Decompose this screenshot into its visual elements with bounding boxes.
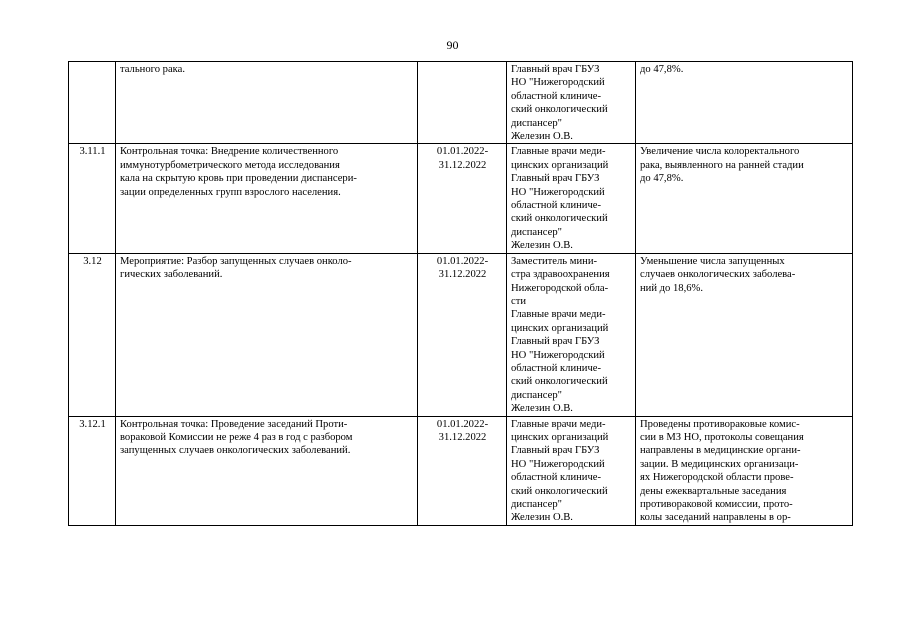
cell-event-line: Контрольная точка: Проведение заседаний Проти- bbox=[120, 418, 348, 430]
cell-event-line: иммунотурбометрического метода исследования bbox=[120, 159, 340, 171]
cell-responsible-line: Железин О.В. bbox=[511, 512, 573, 524]
cell-responsible bbox=[507, 253, 636, 416]
cell-responsible-line: ский онкологический bbox=[511, 485, 608, 497]
cell-responsible-line: диспансер" bbox=[511, 499, 562, 510]
cell-dates-line: 31.12.2022 bbox=[438, 431, 487, 443]
cell-result bbox=[636, 416, 853, 525]
cell-responsible-line: ский онкологический bbox=[511, 104, 608, 116]
cell-responsible-line: диспансер" bbox=[511, 389, 562, 401]
plan-table-body bbox=[69, 62, 853, 526]
cell-number bbox=[69, 62, 116, 144]
cell-responsible bbox=[507, 144, 636, 253]
cell-dates-line: 01.01.2022- bbox=[436, 146, 489, 158]
cell-responsible-line: ский онкологический bbox=[511, 376, 608, 388]
plan-table bbox=[68, 61, 853, 526]
cell-number bbox=[69, 253, 116, 416]
cell-responsible-line: Главный врач ГБУЗ bbox=[511, 336, 600, 348]
cell-responsible-line: областной клиниче- bbox=[511, 472, 602, 484]
cell-dates-line: 31.12.2022 bbox=[438, 269, 487, 281]
page-number: 90 bbox=[446, 38, 459, 52]
cell-result-line: Проведены противораковые комис- bbox=[640, 418, 800, 430]
cell-number-text: 3.12.1 bbox=[79, 418, 106, 430]
cell-event-line: зации определенных групп взрослого населения. bbox=[120, 186, 341, 198]
cell-responsible-line: областной клиниче- bbox=[511, 200, 602, 212]
cell-dates-line: 01.01.2022- bbox=[436, 418, 489, 430]
cell-responsible-line: Заместитель мини- bbox=[511, 255, 598, 267]
cell-result-line: до 47,8%. bbox=[640, 173, 684, 185]
cell-responsible-line: НО "Нижегородский bbox=[511, 458, 605, 470]
cell-event-line: тального рака. bbox=[120, 64, 186, 75]
cell-result-line: зации. В медицинских организаци- bbox=[640, 458, 799, 470]
table-row bbox=[69, 253, 853, 416]
cell-number-text: 3.11.1 bbox=[79, 146, 106, 158]
cell-responsible-line: Главные врачи меди- bbox=[511, 309, 606, 321]
cell-number bbox=[69, 416, 116, 525]
cell-responsible bbox=[507, 416, 636, 525]
cell-responsible-line: диспансер" bbox=[511, 117, 562, 129]
cell-result-line: ях Нижегородской области прове- bbox=[640, 472, 794, 484]
cell-responsible-line: Железин О.В. bbox=[511, 403, 573, 415]
cell-responsible-line: сти bbox=[511, 295, 527, 307]
cell-event bbox=[116, 144, 418, 253]
table-row bbox=[69, 62, 853, 144]
cell-responsible-line: Главный врач ГБУЗ bbox=[511, 64, 600, 75]
cell-number-text: 3.12 bbox=[83, 255, 102, 267]
table-row bbox=[69, 144, 853, 253]
cell-responsible-line: цинских организаций bbox=[511, 159, 609, 171]
cell-event bbox=[116, 62, 418, 144]
cell-responsible-line: диспансер" bbox=[511, 226, 562, 238]
cell-result bbox=[636, 253, 853, 416]
cell-event-line: кала на скрытую кровь при проведении диспансери- bbox=[120, 173, 357, 185]
cell-result-line: колы заседаний направлены в ор- bbox=[640, 512, 791, 524]
cell-responsible-line: Главный врач ГБУЗ bbox=[511, 445, 600, 457]
cell-event-line: запущенных случаев онкологических заболеваний. bbox=[120, 445, 351, 457]
cell-result-line: Увеличение числа колоректального bbox=[640, 146, 800, 158]
cell-dates bbox=[418, 416, 507, 525]
cell-responsible-line: цинских организаций bbox=[511, 322, 609, 334]
cell-result-line: рака, выявленного на ранней стадии bbox=[640, 159, 804, 171]
cell-event-line: вораковой Комиссии не реже 4 раз в год с разбором bbox=[120, 431, 353, 443]
cell-responsible-line: Железин О.В. bbox=[511, 240, 573, 252]
cell-dates bbox=[418, 253, 507, 416]
cell-responsible-line: НО "Нижегородский bbox=[511, 349, 605, 361]
cell-event bbox=[116, 416, 418, 525]
cell-responsible-line: НО "Нижегородский bbox=[511, 186, 605, 198]
cell-dates bbox=[418, 144, 507, 253]
cell-dates bbox=[418, 62, 507, 144]
cell-responsible-line: Главный врач ГБУЗ bbox=[511, 173, 600, 185]
cell-responsible-line: областной клиниче- bbox=[511, 362, 602, 374]
cell-result-line: ний до 18,6%. bbox=[640, 282, 704, 294]
cell-result-line: противораковой комиссии, прото- bbox=[640, 499, 793, 510]
cell-result-line: сии в МЗ НО, протоколы совещания bbox=[640, 431, 804, 443]
cell-responsible-line: ский онкологический bbox=[511, 213, 608, 225]
cell-responsible-line: областной клиниче- bbox=[511, 90, 602, 102]
cell-result-line: до 47,8%. bbox=[640, 64, 684, 75]
cell-event bbox=[116, 253, 418, 416]
cell-responsible bbox=[507, 62, 636, 144]
cell-number bbox=[69, 144, 116, 253]
cell-responsible-line: НО "Нижегородский bbox=[511, 77, 605, 89]
cell-responsible-line: цинских организаций bbox=[511, 431, 609, 443]
cell-dates-line: 31.12.2022 bbox=[438, 159, 487, 171]
cell-result bbox=[636, 62, 853, 144]
cell-result-line: направлены в медицинские органи- bbox=[640, 445, 801, 457]
cell-result-line: дены ежеквартальные заседания bbox=[640, 485, 787, 497]
cell-result bbox=[636, 144, 853, 253]
cell-result-line: случаев онкологических заболева- bbox=[640, 269, 796, 281]
cell-event-line: Контрольная точка: Внедрение количественного bbox=[120, 146, 339, 158]
table-row bbox=[69, 416, 853, 525]
cell-responsible-line: Железин О.В. bbox=[511, 131, 573, 143]
cell-dates-line: 01.01.2022- bbox=[436, 255, 489, 267]
cell-event-line: Мероприятие: Разбор запущенных случаев онколо- bbox=[120, 255, 352, 267]
cell-responsible-line: Главные врачи меди- bbox=[511, 418, 606, 430]
cell-result-line: Уменьшение числа запущенных bbox=[640, 255, 785, 267]
cell-responsible-line: стра здравоохранения bbox=[511, 269, 610, 281]
cell-event-line: гических заболеваний. bbox=[120, 269, 223, 281]
cell-responsible-line: Главные врачи меди- bbox=[511, 146, 606, 158]
cell-responsible-line: Нижегородской обла- bbox=[511, 282, 609, 294]
